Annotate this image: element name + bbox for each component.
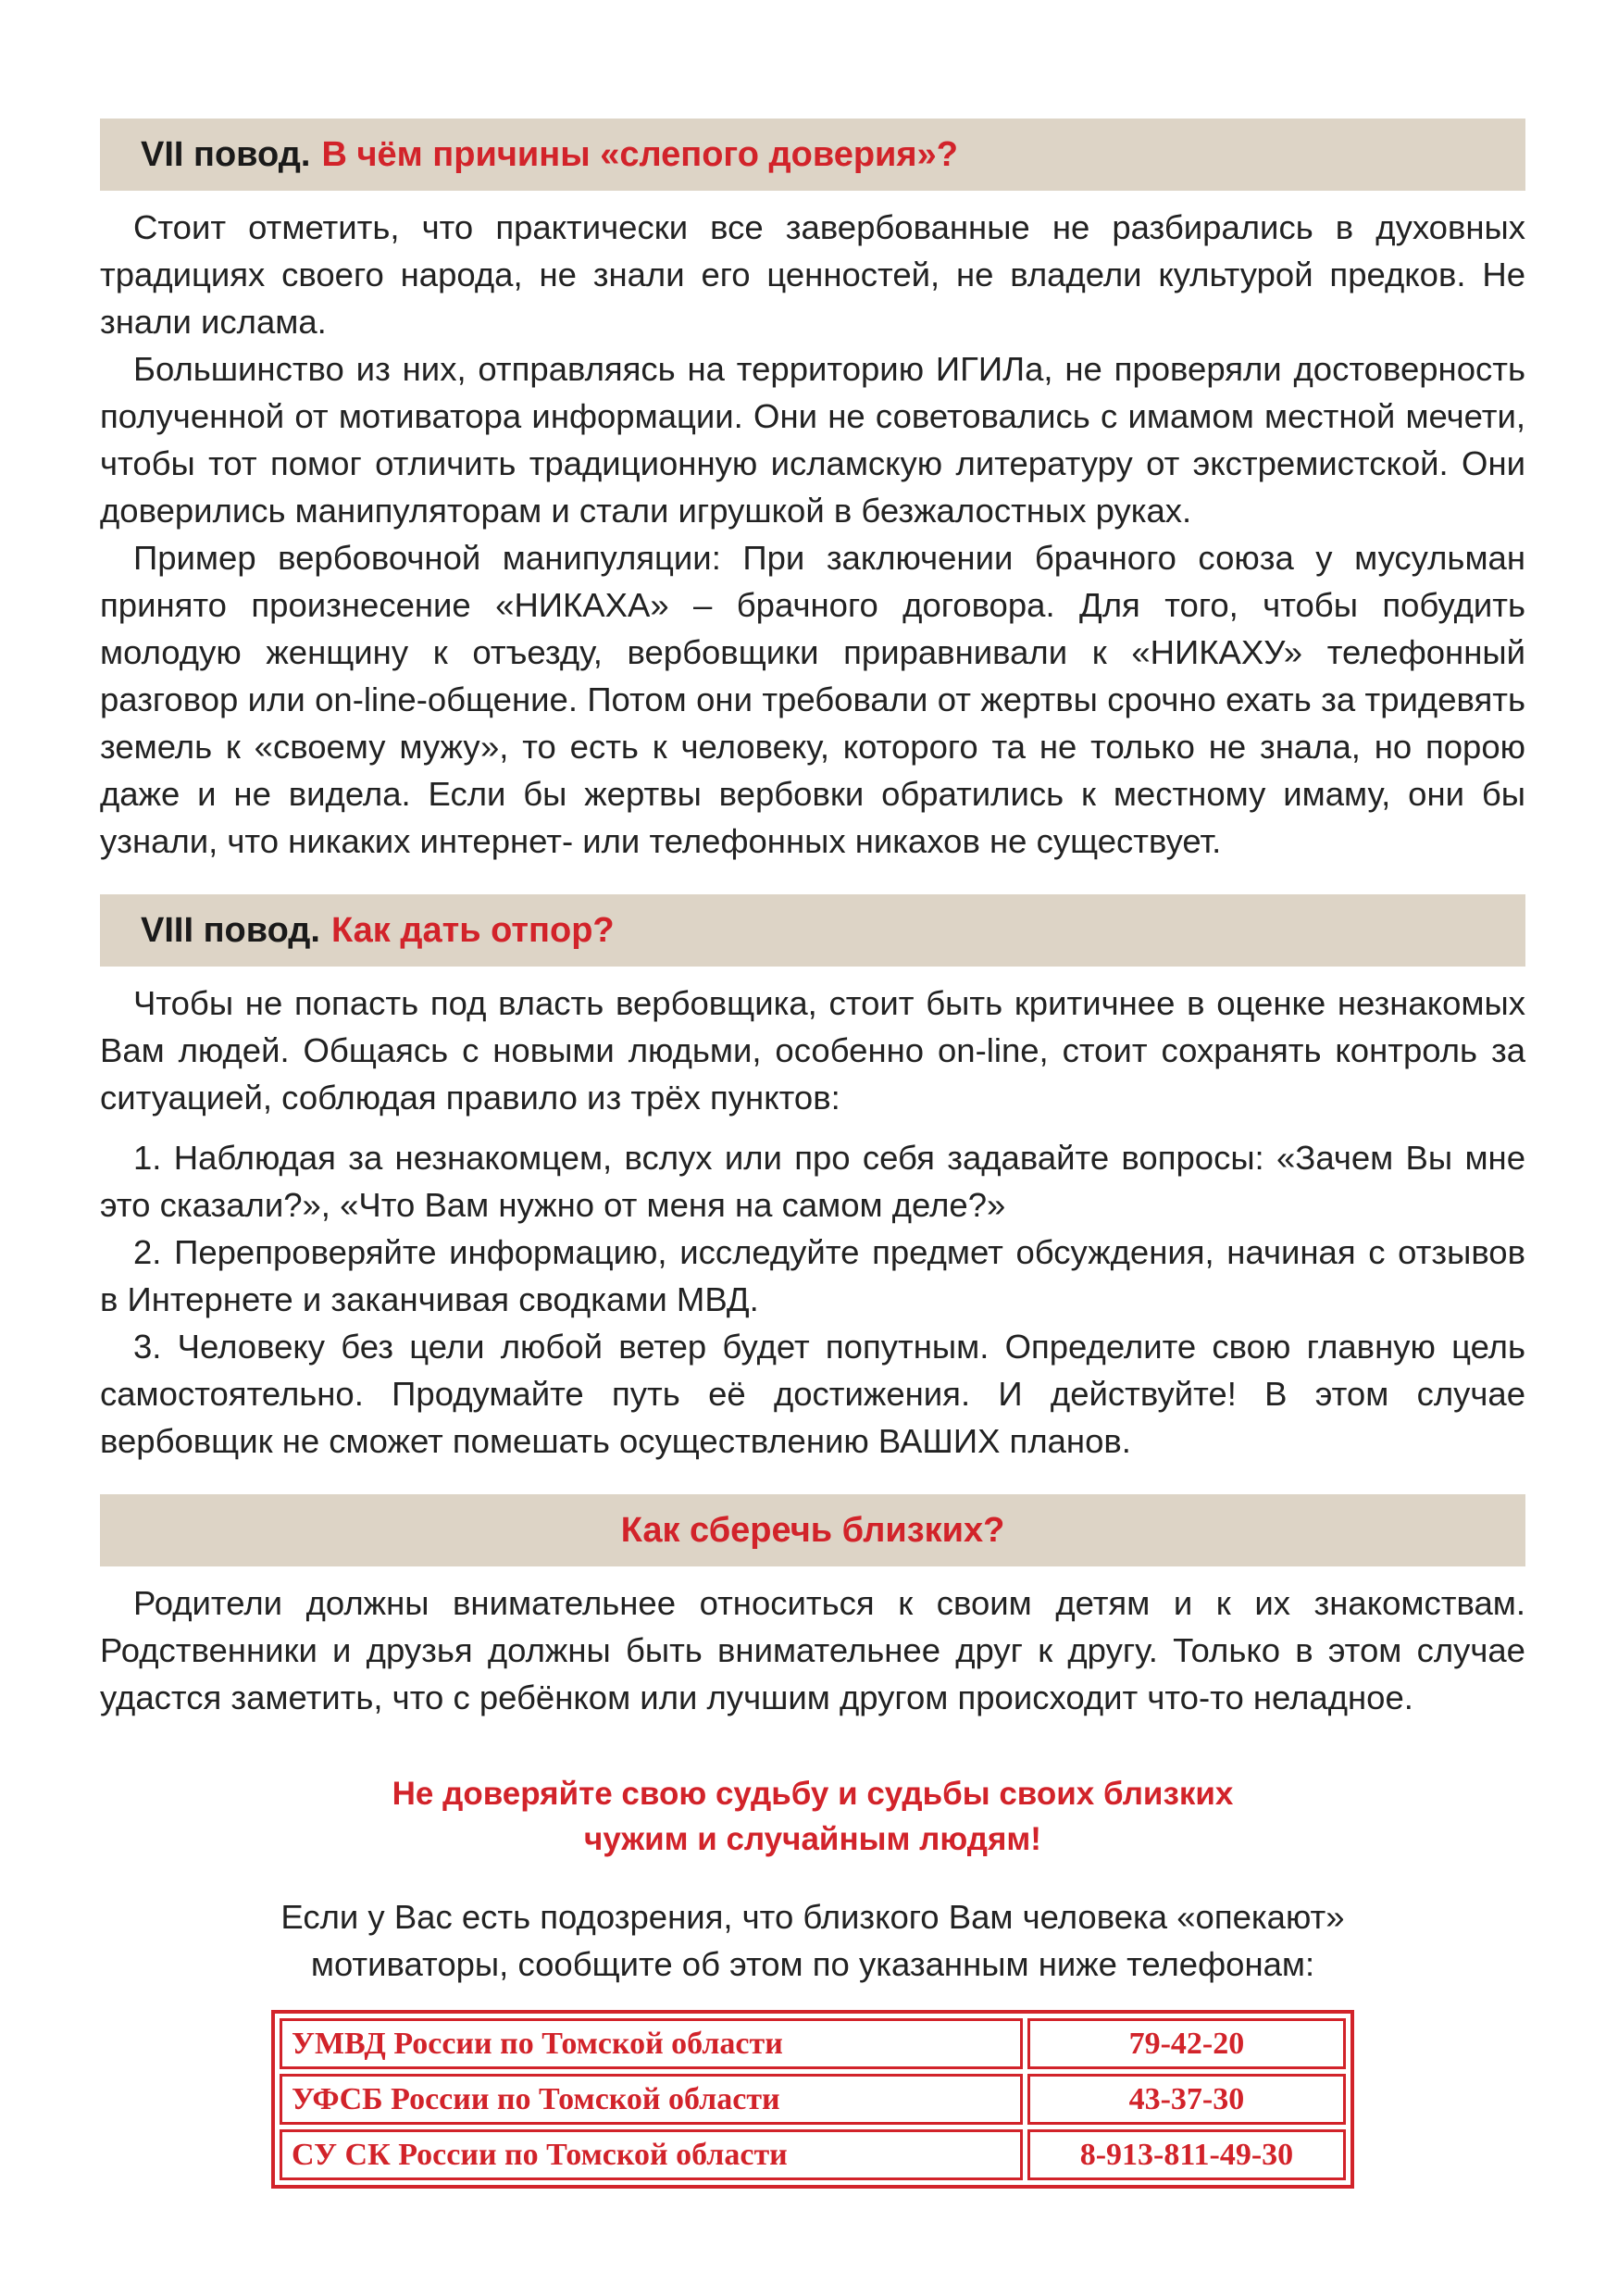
contact-note-line: мотиваторы, сообщите об этом по указанным ниже телефонам: — [310, 1945, 1315, 1983]
list-item: 2. Перепроверяйте информацию, исследуйте предмет обсуждения, начиная с отзывов в Интернете и заканчивая сводками МВД. — [100, 1233, 1525, 1318]
section-header-viii — [100, 894, 1525, 967]
organization-cell: УФСБ России по Томской области — [280, 2074, 1023, 2125]
callout-line: Не доверяйте свою судьбу и судьбы своих близких — [392, 1776, 1234, 1812]
table-row — [280, 2129, 1346, 2180]
document-page — [100, 119, 1525, 2189]
phone-table — [271, 2010, 1354, 2189]
section-title: Как дать отпор? — [331, 910, 615, 950]
phone-number-cell: 79-42-20 — [1027, 2018, 1346, 2069]
section-body-protect — [100, 1579, 1525, 1721]
contact-note — [100, 1893, 1525, 1988]
phone-number-cell: 8-913-811-49-30 — [1027, 2129, 1346, 2180]
section-body-vii — [100, 204, 1525, 865]
callout-line: чужим и случайным людям! — [584, 1821, 1041, 1857]
section-body-viii — [100, 980, 1525, 1465]
paragraph: Родители должны внимательнее относиться к своим детям и к их знакомствам. Родственники и друзья должны быть внимательнее друг к другу. Только в этом случае удастся заметить, что с ребёнком или лучшим другом происходит что-то неладное. — [100, 1584, 1525, 1716]
section-number: VII повод. — [141, 134, 311, 174]
contact-note-line: Если у Вас есть подозрения, что близкого Вам человека «опекают» — [280, 1898, 1345, 1936]
section-header-vii — [100, 119, 1525, 191]
organization-cell: СУ СК России по Томской области — [280, 2129, 1023, 2180]
paragraph: Чтобы не попасть под власть вербовщика, стоит быть критичнее в оценке незнакомых Вам людей. Общаясь с новыми людьми, особенно on-line, стоит сохранять контроль за ситуацией, соблюдая правило из трёх пунктов: — [100, 984, 1525, 1117]
section-title: Как сберечь близких? — [620, 1510, 1005, 1550]
list-item: 3. Человеку без цели любой ветер будет попутным. Определите свою главную цель самостоятельно. Продумайте путь её достижения. И действуйте! В этом случае вербовщик не сможет помешать осуществлению ВАШИХ планов. — [100, 1328, 1525, 1460]
table-row — [280, 2018, 1346, 2069]
section-number: VIII повод. — [141, 910, 320, 950]
section-title: В чём причины «слепого доверия»? — [321, 134, 958, 174]
paragraph: Большинство из них, отправляясь на территорию ИГИЛа, не проверяли достоверность полученной от мотиватора информации. Они не советовались с имамом местной мечети, чтобы тот помог отличить традиционную исламскую литературу от экстремистской. Они доверились манипуляторам и стали игрушкой в безжалостных руках. — [100, 350, 1525, 530]
section-header-protect — [100, 1494, 1525, 1566]
phone-number-cell: 43-37-30 — [1027, 2074, 1346, 2125]
paragraph: Стоит отметить, что практически все завербованные не разбирались в духовных традициях своего народа, не знали его ценностей, не владели культурой предков. Не знали ислама. — [100, 208, 1525, 341]
table-row — [280, 2074, 1346, 2125]
organization-cell: УМВД России по Томской области — [280, 2018, 1023, 2069]
list-item: 1. Наблюдая за незнакомцем, вслух или про себя задавайте вопросы: «Зачем Вы мне это сказали?», «Что Вам нужно от меня на самом деле?» — [100, 1139, 1525, 1224]
warning-callout — [100, 1771, 1525, 1862]
paragraph: Пример вербовочной манипуляции: При заключении брачного союза у мусульман принято произнесение «НИКАХА» – брачного договора. Для того, чтобы побудить молодую женщину к отъезду, вербовщики приравнивали к «НИКАХУ» телефонный разговор или on-line-общение. Потом они требовали от жертвы срочно ехать за тридевять земель к «своему мужу», то есть к человеку, которого та не только не знала, но порою даже и не видела. Если бы жертвы вербовки обратились к местному имаму, они бы узнали, что никаких интернет- или телефонных никахов не существует. — [100, 539, 1525, 860]
